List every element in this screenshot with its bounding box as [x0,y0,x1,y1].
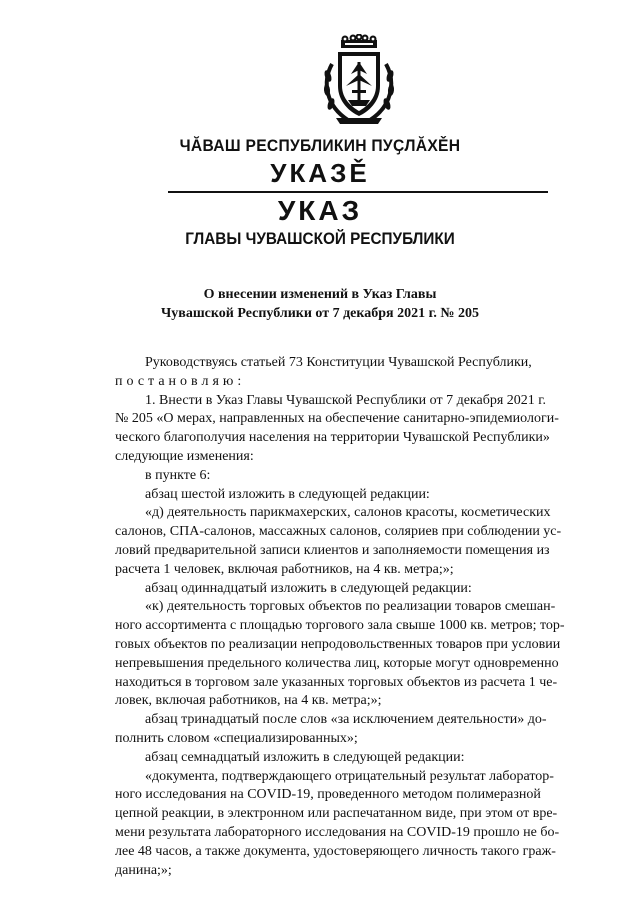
coat-of-arms-icon [318,34,400,126]
body-line: абзац тринадцатый после слов «за исключением деятельности» до- [145,712,547,728]
body-line: ного ассортимента с площадью торгового зала свыше 1000 кв. метров; тор- [115,618,565,634]
body-line: ного исследования на COVID-19, проведенного методом полимеразной [115,787,541,803]
body-line: расчета 1 человек, включая работников, на 4 кв. метра;»; [115,561,454,577]
body-line: ловий предварительной записи клиентов и заполняемости помещения из [115,542,550,558]
body-line: «к) деятельность торговых объектов по реализации товаров смешан- [145,599,556,615]
body-line: Руководствуясь статьей 73 Конституции Чувашской Республики, [145,355,532,370]
body-line: салонов, СПА-салонов, массажных салонов, соляриев при соблюдении ус- [115,524,562,540]
body-line: находиться в торговом зале указанных торговых объектов из расчета 1 че- [115,674,558,690]
body-line: ловек, включая работников, на 4 кв. метра;»; [115,693,382,709]
decree-title [0,285,640,323]
body-line: абзац одиннадцатый изложить в следующей редакции: [145,580,472,596]
body-line: цепной реакции, в электронном или распечатанном виде, при этом от вре- [115,806,558,822]
body-line: 1. Внести в Указ Главы Чувашской Республики от 7 декабря 2021 г. [145,392,546,408]
body-line: мени результата лабораторного исследования на COVID-19 прошло не бо- [115,824,560,840]
body-line: абзац семнадцатый изложить в следующей редакции: [145,749,465,765]
ukaz-heading: УКАЗ [277,195,363,226]
body-line: лее 48 часов, а также документа, удостоверяющего личность такого граж- [115,843,556,859]
decree-title-line: Чувашской Республики от 7 декабря 2021 г. № 205 [161,306,479,321]
chuvash-heading: ЧĂВАШ РЕСПУБЛИКИН ПУҪЛĂХĚН [179,136,461,155]
body-line: полнить словом «специализированных»; [115,730,358,746]
body-line: постановляю: [115,373,246,389]
body-line: непревышения предельного количества лиц, которые могут одновременно [115,655,559,671]
body-line: в пункте 6: [145,467,211,483]
chuvash-ukaz-heading: УКАЗĚ [270,158,370,188]
body-line: «документа, подтверждающего отрицательный результат лаборатор- [145,768,554,784]
body-line: следующие изменения: [115,448,254,464]
body-line: ческого благополучия населения на территории Чувашской Республики» [115,430,550,446]
decree-title-line: О внесении изменений в Указ Главы [203,287,437,302]
head-of-republic-heading: ГЛАВЫ ЧУВАШСКОЙ РЕСПУБЛИКИ [185,229,455,248]
body-line: «д) деятельность парикмахерских, салонов красоты, косметических [145,505,551,521]
body-line: данина;»; [115,862,172,878]
body-line: № 205 «О мерах, направленных на обеспечение санитарно-эпидемиологи- [115,411,559,427]
body-line: говых объектов по реализации непродовольственных товаров при условии [115,636,561,652]
heading-divider [168,191,548,193]
decree-body [115,354,597,880]
body-line: абзац шестой изложить в следующей редакции: [145,486,430,502]
